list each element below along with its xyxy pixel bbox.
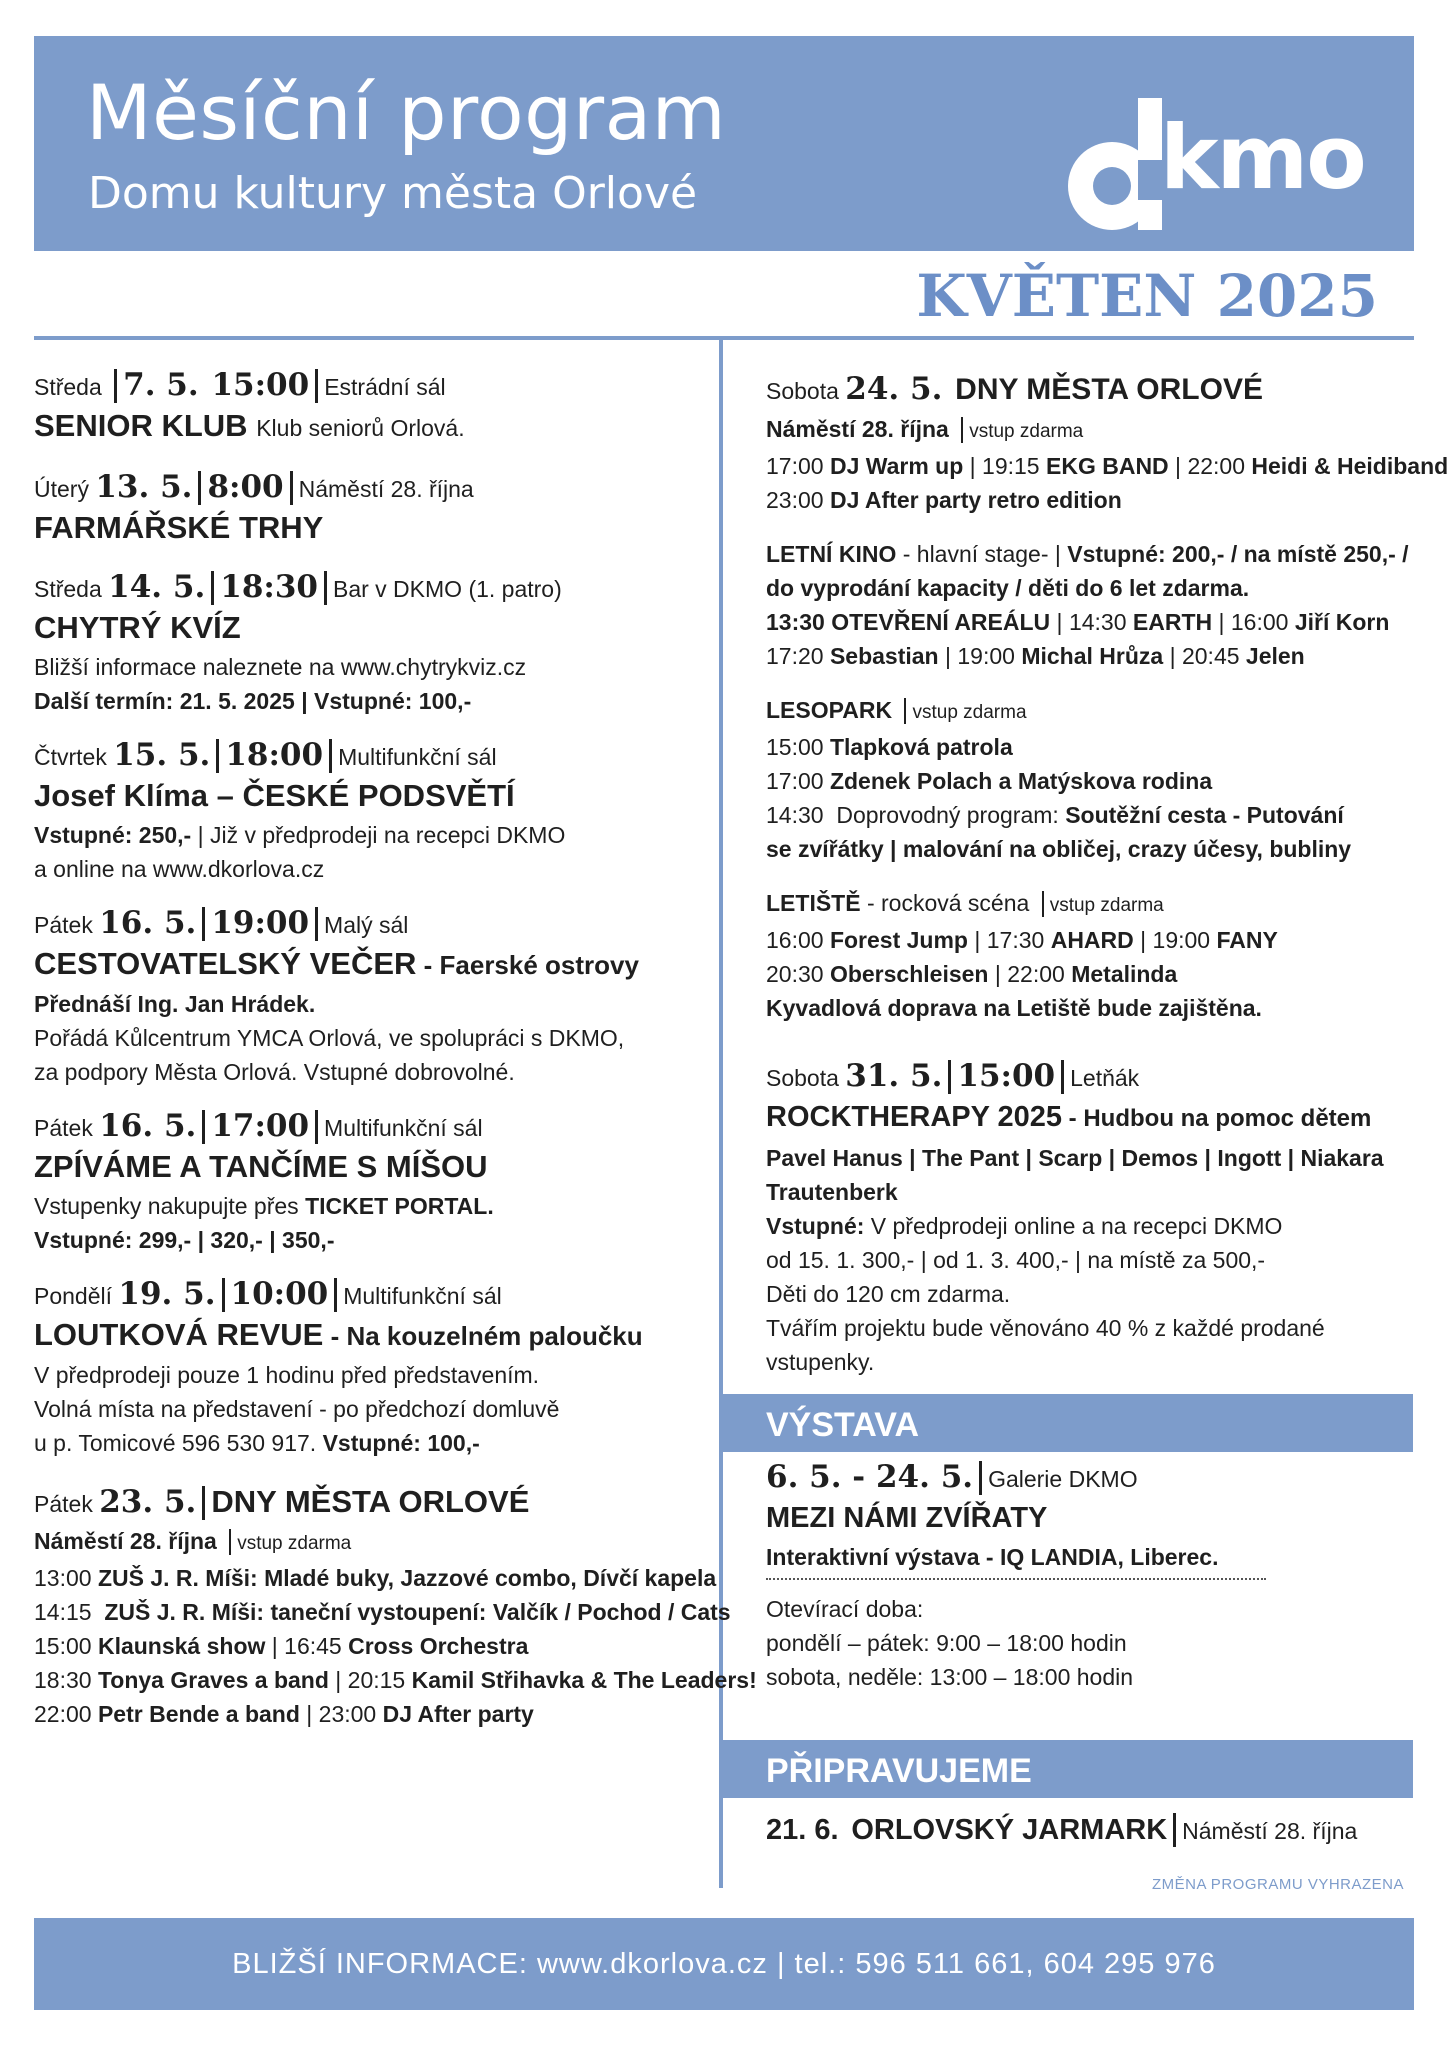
svg-text:kmo: kmo bbox=[1160, 106, 1365, 209]
event-zpivame-a-tancime: Pátek 16. 5. 17:00 Multifunkční sál ZPÍVÁME A TANČÍME S MÍŠOU Vstupenky nakupujte přes TICKET PORTAL. Vstupné: 299,- | 320,- | 350,- bbox=[34, 1108, 494, 1253]
footer-contact: BLIŽŠÍ INFORMACE: www.dkorlova.cz | tel.: 596 511 661, 604 295 976 bbox=[34, 1918, 1414, 2010]
left-column bbox=[34, 367, 757, 1751]
month-title: KVĚTEN 2025 bbox=[916, 262, 1378, 330]
dotted-separator bbox=[766, 1578, 1266, 1580]
program-change-notice: ZMĚNA PROGRAMU VYHRAZENA bbox=[1151, 1876, 1404, 1893]
page-title: Měsíční program bbox=[86, 68, 727, 157]
dkmo-logo bbox=[1054, 86, 1414, 236]
event-letni-kino: LETNÍ KINO - hlavní stage- | Vstupné: 200,- / na místě 250,- / do vyprodání kapacity / děti do 6 let zdarma. 13:30 OTEVŘENÍ AREÁLU | 14:30 EARTH | 16:00 Jiří Korn 17:20 Sebastian | 19:00 Michal Hrůza | 20:45 Jelen bbox=[766, 541, 1409, 669]
event-letiste: LETIŠTĚ - rocková scéna vstup zdarma 16:00 Forest Jump | 17:30 AHARD | 19:00 FANY 20:30 Oberschleisen | 22:00 Metalinda Kyvadlová doprava na Letiště bude zajištěna. bbox=[766, 890, 1278, 1021]
vystava-header: VÝSTAVA bbox=[723, 1394, 1413, 1452]
event-josef-klima: Čtvrtek 15. 5. 18:00 Multifunkční sál Josef Klíma – ČESKÉ PODSVĚTÍ Vstupné: 250,- | Již v předprodeji na recepci DKMO a online na www.dkorlova.cz bbox=[34, 737, 566, 882]
section-vystava: VÝSTAVA 6. 5. - 24. 5. Galerie DKMO MEZI NÁMI ZVÍŘATY Interaktivní výstava - IQ LANDIA, Liberec. Otevírací doba: pondělí – pátek: 9:00 – 18:00 hodin sobota, neděle: 13:00 – 18:00 hodin bbox=[723, 1394, 1413, 1694]
header-banner bbox=[34, 36, 1414, 251]
event-loutkova-revue: Pondělí 19. 5. 10:00 Multifunkční sál LOUTKOVÁ REVUE - Na kouzelném paloučku V předprodeji pouze 1 hodinu před představením. Volná místa na představení - po předchozí domluvě u p. Tomicové 596 530 917. Vstupné: 100,- bbox=[34, 1276, 643, 1456]
event-dny-mesta-23: Pátek 23. 5. DNY MĚSTA ORLOVÉ Náměstí 28. října vstup zdarma 13:00 ZUŠ J. R. Míši: Mladé buky, Jazzové combo, Dívčí kapela 14:15 ZUŠ J. R. Míši: taneční vystoupení: Valčík / Pochod / Cats 15:00 Klaunská show | 16:45 Cross Orchestra 18:30 Tonya Graves a band | 20:15 Kamil Střihavka & The Leaders! 22:00 Petr Bende a band | 23:00 DJ After party bbox=[34, 1484, 757, 1727]
svg-text:dkmo: dkmo bbox=[1054, 86, 1057, 87]
section-pripravujeme: PŘIPRAVUJEME 21. 6. ORLOVSKÝ JARMARK Náměstí 28. října bbox=[723, 1740, 1413, 1852]
event-senior-klub: Středa 7. 5. 15:00 Estrádní sál SENIOR KLUB Klub seniorů Orlová. bbox=[34, 367, 465, 443]
right-column bbox=[766, 368, 1448, 1399]
event-lesopark: LESOPARK vstup zdarma 15:00 Tlapková patrola 17:00 Zdenek Polach a Matýskova rodina 14:30 Doprovodný program: Soutěžní cesta - Putování se zvířátky | malování na obličej, crazy účesy, bubliny bbox=[766, 697, 1352, 862]
top-rule bbox=[34, 336, 1414, 340]
pripravujeme-header: PŘIPRAVUJEME bbox=[723, 1740, 1413, 1798]
event-chytry-kviz: Středa 14. 5. 18:30 Bar v DKMO (1. patro) CHYTRÝ KVÍZ Bližší informace naleznete na www.chytrykviz.cz Další termín: 21. 5. 2025 | Vstupné: 100,- bbox=[34, 569, 562, 714]
event-dny-mesta-24: Sobota 24. 5. DNY MĚSTA ORLOVÉ Náměstí 28. října vstup zdarma 17:00 DJ Warm up | 19:15 EKG BAND | 22:00 Heidi & Heidiband 23:00 DJ After party retro edition bbox=[766, 371, 1448, 513]
page-subtitle: Domu kultury města Orlové bbox=[88, 168, 698, 219]
event-farmarske-trhy: Úterý 13. 5. 8:00 Náměstí 28. října FARMÁŘSKÉ TRHY bbox=[34, 469, 474, 545]
event-rocktherapy: Sobota 31. 5. 15:00 Letňák ROCKTHERAPY 2025 - Hudbou na pomoc dětem Pavel Hanus | The Pant | Scarp | Demos | Ingott | Niakara Trautenberk Vstupné: V předprodeji online a na recepci DKMO od 15. 1. 300,- | od 1. 3. 400,- | na místě za 500,- Děti do 120 cm zdarma. Tvářím projektu bude věnováno 40 % z každé prodané vstupenky. bbox=[766, 1058, 1384, 1375]
event-cestovatelsky-vecer: Pátek 16. 5. 19:00 Malý sál CESTOVATELSKÝ VEČER - Faerské ostrovy Přednáší Ing. Jan Hrádek. Pořádá Kůlcentrum YMCA Orlová, ve spolupráci s DKMO, za podpory Města Orlová. Vstupné dobrovolné. bbox=[34, 905, 639, 1085]
